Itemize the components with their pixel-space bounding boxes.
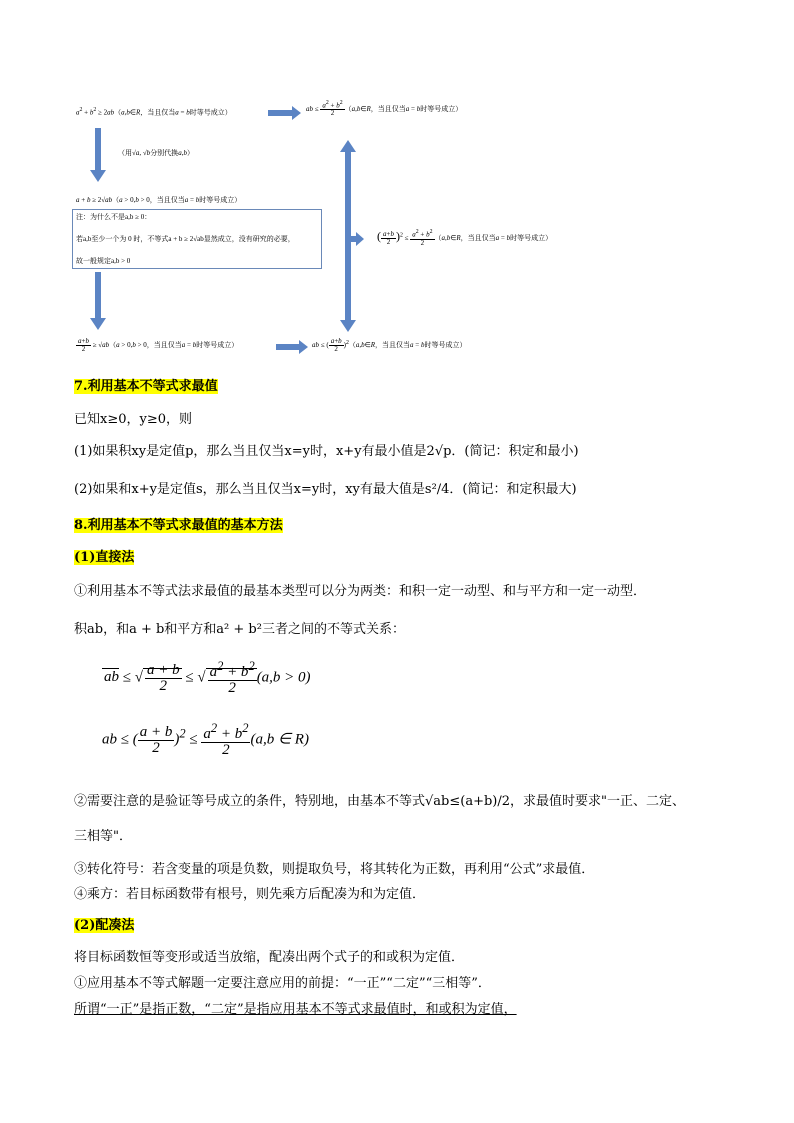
note-line-2: 若a,b至少一个为 0 时，不等式a + b ≥ 2√ab显然成立，没有研究的必要，: [76, 235, 295, 243]
subheading-direct-method: (1)直接法: [74, 550, 135, 565]
direct-point-1: ①利用基本不等式法求最值的最基本类型可以分为两类：和积一定一动型、和与平方和一定一动型．: [74, 584, 647, 599]
formula-chain-2: ab ≤ ( $\frac{a + b}{2}$ )$^2$ ≤ $\frac{a^2 + b^2}{2}$ (a,b ∈ R): [102, 721, 309, 758]
diagram-node-sum-ge-2sqrt: a + b ≥ 2√ab（a > 0,b > 0，当且仅当a = b时等号成立）: [76, 196, 242, 204]
arrow-right-top: [268, 106, 301, 120]
diagram-node-ab-le-half-squares: ab ≤ $\frac{a^2 + b^2}{2}$ （a,b∈R，当且仅当a = b时等号成立）: [306, 100, 463, 118]
section-8-heading: 8.利用基本不等式求最值的基本方法: [74, 518, 283, 533]
direct-point-2: ②需要注意的是验证等号成立的条件，特别地，由基本不等式√ab≤(a+b)/2，求最值时要求"一正、二定、: [74, 794, 685, 809]
arrow-down-left-bottom: [90, 272, 106, 330]
direct-point-3: ③转化符号：若含变量的项是负数，则提取负号，将其转化为正数，再利用“公式”求最值．: [74, 862, 595, 877]
direct-point-1-relation: 积ab，和a + b和平方和a² + b²三者之间的不等式关系：: [74, 622, 405, 637]
diagram-node-mean-ge-sqrt: $\frac{a+b}{2}$ ≥ √ab（a > 0,b > 0，当且仅当a = b时等号成立）: [78, 337, 239, 353]
note-line-3: 故一般规定a,b > 0: [76, 257, 131, 265]
section-7-point-2: (2)如果和x+y是定值s，那么当且仅当x=y时，xy有最大值是s²/4．(简记：和定积最大): [74, 482, 577, 497]
section-7-intro: 已知x≥0，y≥0，则: [74, 412, 193, 427]
fit-point-2: 所谓“一正”是指正数，“二定”是指应用基本不等式求最值时，和或积为定值，: [74, 1002, 517, 1017]
diagram-replace-note: （用√a, √b分别代换a,b）: [118, 149, 194, 157]
fit-point-intro: 将目标函数恒等变形或适当放缩，配凑出两个式子的和或积为定值．: [74, 950, 465, 965]
arrow-right-bottom: [276, 340, 308, 354]
direct-point-2-continued: 三相等"．: [74, 829, 132, 844]
note-line-1: 注：为什么不是a,b ≥ 0：: [76, 213, 152, 221]
direct-point-4: ④乘方：若目标函数带有根号，则先乘方后配凑为和为定值．: [74, 887, 426, 902]
diagram-node-ab-le-mean-square: ab ≤ ( $\frac{a+b}{2}$ )$^2$（a,b∈R，当且仅当a = b时等号成立）: [312, 337, 467, 353]
diagram-node-am-gm-squares: $a^2 + b^2$ ≥ 2ab（a,b∈R，当且仅当a = b时等号成立）: [76, 107, 232, 117]
fit-point-1: ①应用基本不等式解题一定要注意应用的前提：“一正”“二定”“三相等”．: [74, 976, 491, 991]
diagram-node-square-mean: ( $\frac{a+b}{2}$ )$^2$ ≤ $\frac{a^2 + b^2}{2}$ （a,b∈R，当且仅当a = b时等号成立）: [377, 229, 553, 247]
section-7-point-1: (1)如果积xy是定值p，那么当且仅当x=y时，x+y有最小值是2√p．(简记：积定和最小): [74, 444, 579, 459]
subheading-fit-method: (2)配凑法: [74, 918, 135, 933]
diagram-arrows: [0, 0, 794, 380]
formula-chain-1: ab ≤ √ $\frac{a + b}{2}$ ≤ √ $\frac{a^2 + b^2}{2}$ (a,b > 0): [104, 659, 311, 696]
arrow-down-left-top: [90, 128, 106, 182]
section-7-heading: 7.利用基本不等式求最值: [74, 379, 218, 394]
arrow-right-middle: [349, 232, 364, 246]
